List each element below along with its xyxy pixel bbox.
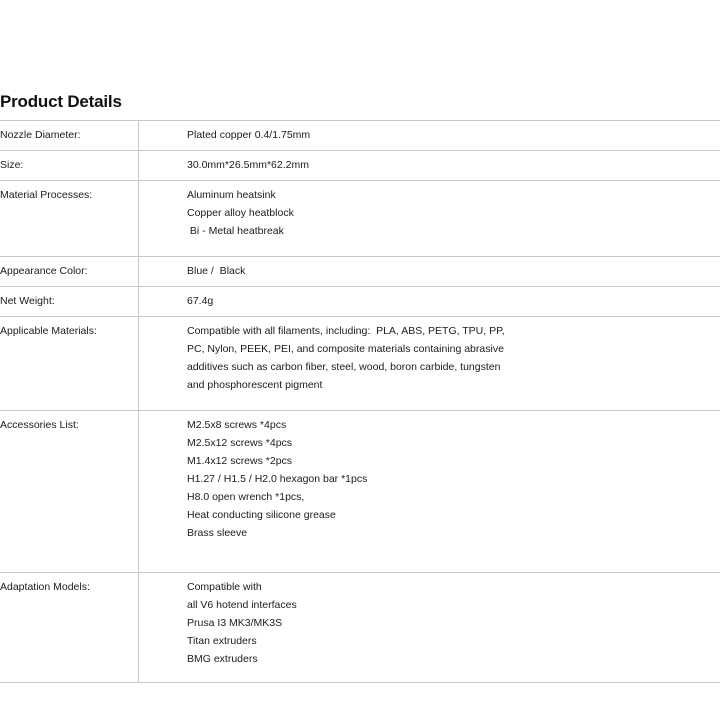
spec-value-line: Compatible with <box>187 581 262 593</box>
table-row <box>0 411 720 573</box>
spec-value-line: Blue / Black <box>187 265 246 277</box>
page-title: Product Details <box>0 92 122 111</box>
spec-value-line: Prusa I3 MK3/MK3S <box>187 617 283 629</box>
spec-value-line: M2.5x8 screws *4pcs <box>187 419 287 431</box>
spec-value-line: Titan extruders <box>187 635 257 647</box>
spec-value-line: additives such as carbon fiber, steel, wood, boron carbide, tungsten <box>187 361 501 373</box>
spec-value-line: Heat conducting silicone grease <box>187 509 336 521</box>
table-row <box>0 257 720 287</box>
table-row <box>0 287 720 317</box>
spec-label: Appearance Color: <box>0 265 88 277</box>
spec-value <box>139 573 720 683</box>
table-row <box>0 151 720 181</box>
spec-value-line: 67.4g <box>187 295 214 307</box>
spec-value-line: H1.27 / H1.5 / H2.0 hexagon bar *1pcs <box>187 473 368 485</box>
spec-value-line: and phosphorescent pigment <box>187 379 323 391</box>
spec-value-line: M1.4x12 screws *2pcs <box>187 455 293 467</box>
spec-value <box>139 181 720 257</box>
spec-label: Applicable Materials: <box>0 325 97 337</box>
spec-label: Adaptation Models: <box>0 573 139 683</box>
product-specs-table <box>0 120 720 683</box>
spec-value-line: 30.0mm*26.5mm*62.2mm <box>187 159 309 171</box>
spec-value-line: PC, Nylon, PEEK, PEI, and composite materials containing abrasive <box>187 343 504 355</box>
spec-label: Size: <box>0 159 24 171</box>
spec-value-line: Compatible with all filaments, including: PLA, ABS, PETG, TPU, PP, <box>187 325 505 337</box>
spec-value-line: Copper alloy heatblock <box>187 207 294 219</box>
table-row <box>0 121 720 151</box>
spec-label: Material Processes: <box>0 189 93 201</box>
spec-value <box>139 121 720 151</box>
spec-label: Nozzle Diameter: <box>0 129 81 141</box>
spec-value <box>139 287 720 317</box>
spec-value-line: Bi - Metal heatbreak <box>187 225 284 237</box>
spec-value-line: BMG extruders <box>187 653 258 665</box>
spec-value <box>139 411 720 573</box>
spec-value-line: Plated copper 0.4/1.75mm <box>187 129 311 141</box>
spec-value <box>139 151 720 181</box>
spec-label: Net Weight: <box>0 295 55 307</box>
spec-value-line: all V6 hotend interfaces <box>187 599 297 611</box>
spec-value <box>139 257 720 287</box>
table-row <box>0 573 720 683</box>
spec-value-line: Brass sleeve <box>187 527 248 539</box>
table-row <box>0 317 720 411</box>
spec-value-line: H8.0 open wrench *1pcs, <box>187 491 305 503</box>
spec-label: Accessories List: <box>0 419 79 431</box>
table-row <box>0 181 720 257</box>
spec-value-line: M2.5x12 screws *4pcs <box>187 437 293 449</box>
spec-value <box>139 317 720 411</box>
spec-value-line: Aluminum heatsink <box>187 189 276 201</box>
